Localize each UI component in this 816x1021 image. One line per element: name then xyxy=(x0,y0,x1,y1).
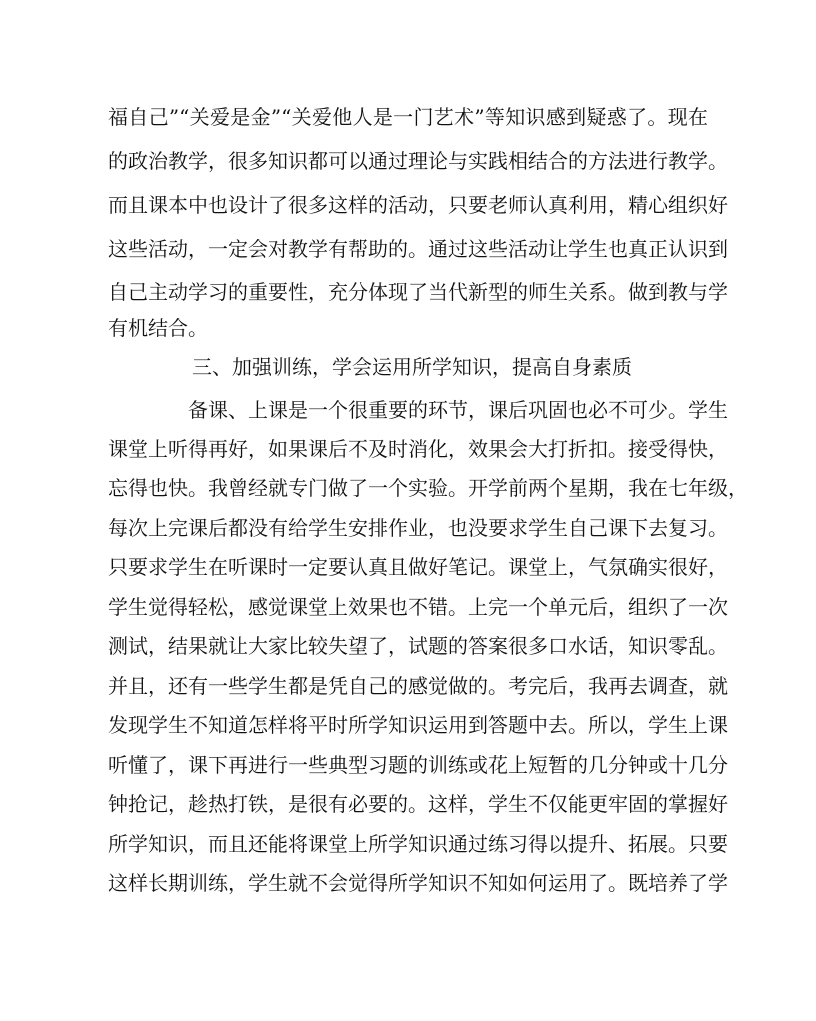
text-line: 学生觉得轻松，感觉课堂上效果也不错。上完一个单元后，组织了一次 xyxy=(108,595,728,619)
text-line: 钟抢记，趁热打铁，是很有必要的。这样，学生不仅能更牢固的掌握好 xyxy=(108,792,728,816)
section-heading: 三、加强训练，学会运用所学知识，提高自身素质 xyxy=(192,355,632,379)
text-line: 有机结合。 xyxy=(108,316,208,340)
text-line: 听懂了，课下再进行一些典型习题的训练或花上短暂的几分钟或十几分 xyxy=(108,753,728,777)
text-line: 的政治教学，很多知识都可以通过理论与实践相结合的方法进行教学。 xyxy=(108,149,728,173)
text-line: 自己主动学习的重要性，充分体现了当代新型的师生关系。做到教与学 xyxy=(108,280,728,304)
text-line: 这些活动，一定会对教学有帮助的。通过这些活动让学生也真正认识到 xyxy=(108,237,728,261)
text-line: 福自己”“关爱是金”“关爱他人是一门艺术”等知识感到疑惑了。现在 xyxy=(108,105,708,129)
text-line: 忘得也快。我曾经就专门做了一个实验。开学前两个星期，我在七年级， xyxy=(108,476,748,500)
text-line: 发现学生不知道怎样将平时所学知识运用到答题中去。所以，学生上课 xyxy=(108,713,728,737)
text-line: 并且，还有一些学生都是凭自己的感觉做的。考完后，我再去调查，就 xyxy=(108,674,728,698)
text-line: 而且课本中也设计了很多这样的活动，只要老师认真利用，精心组织好 xyxy=(108,193,728,217)
text-line: 每次上完课后都没有给学生安排作业，也没要求学生自己课下去复习。 xyxy=(108,516,728,540)
text-line: 这样长期训练，学生就不会觉得所学知识不知如何运用了。既培养了学 xyxy=(108,871,728,895)
text-line: 备课、上课是一个很重要的环节，课后巩固也必不可少。学生 xyxy=(188,398,728,422)
text-line: 所学知识，而且还能将课堂上所学知识通过练习得以提升、拓展。只要 xyxy=(108,832,728,856)
text-line: 课堂上听得再好，如果课后不及时消化，效果会大打折扣。接受得快， xyxy=(108,437,728,461)
text-line: 测试，结果就让大家比较失望了，试题的答案很多口水话，知识零乱。 xyxy=(108,634,728,658)
text-line: 只要求学生在听课时一定要认真且做好笔记。课堂上，气氛确实很好， xyxy=(108,555,728,579)
